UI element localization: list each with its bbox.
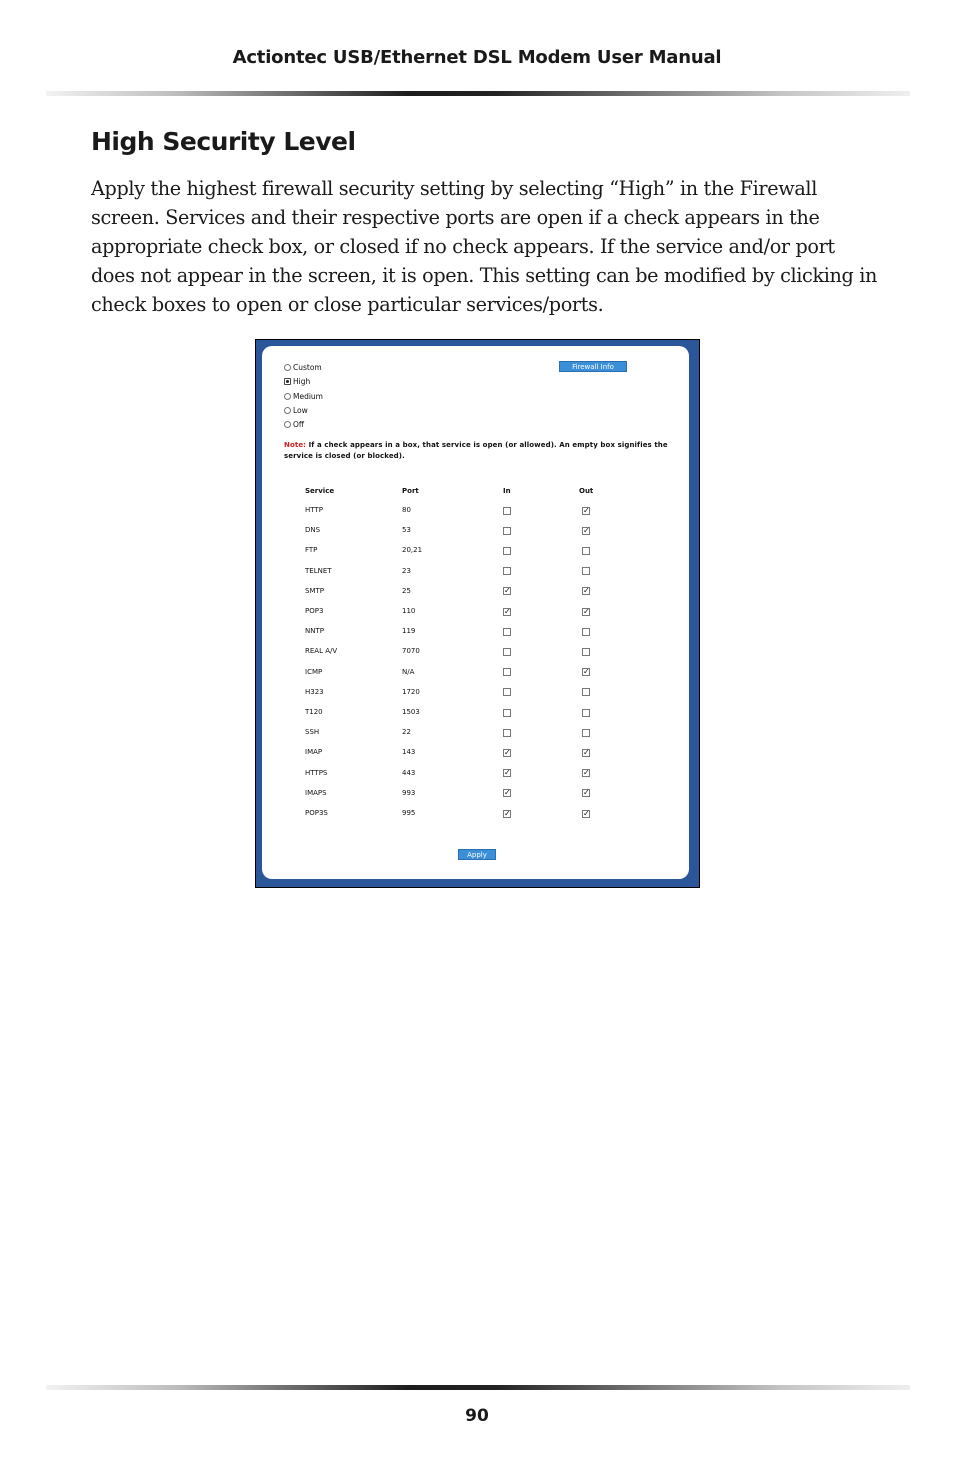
in-checkbox[interactable] — [503, 507, 511, 515]
security-level-option[interactable] — [284, 405, 308, 416]
service-name: HTTPS — [305, 768, 328, 777]
service-name: SSH — [305, 728, 320, 737]
service-port: 993 — [402, 788, 416, 797]
header-rule — [46, 91, 910, 96]
in-checkbox[interactable] — [503, 729, 511, 737]
in-checkbox[interactable]: ✓ — [504, 788, 511, 798]
out-checkbox[interactable]: ✓ — [583, 768, 590, 778]
apply-button[interactable]: Apply — [458, 849, 496, 860]
service-port: 110 — [402, 607, 416, 615]
note — [284, 440, 684, 462]
manual-title: Actiontec USB/Ethernet DSL Modem User Manual — [232, 47, 722, 68]
service-name: POP3S — [305, 809, 328, 817]
radio-button[interactable] — [284, 393, 291, 400]
section-body: Apply the highest firewall security setting by selecting “High” in the Firewall screen. Services and their respective ports are open if a check appears in the appropriate check box, or closed if no check appears. If the service and/or port does not appear in the screen, it is open. This setting can be modified by clicking in check boxes to open or close particular services/ports. — [91, 177, 877, 316]
in-checkbox[interactable]: ✓ — [504, 606, 511, 616]
service-name: H323 — [305, 687, 324, 696]
in-checkbox[interactable]: ✓ — [504, 768, 511, 778]
column-header-in: In — [503, 487, 511, 495]
out-checkbox[interactable] — [582, 547, 590, 555]
firewall-panel — [262, 346, 689, 879]
column-header-out: Out — [579, 487, 594, 495]
out-checkbox[interactable]: ✓ — [583, 525, 590, 535]
out-checkbox[interactable]: ✓ — [583, 788, 590, 798]
note-label: Note: — [284, 441, 307, 449]
service-port: 443 — [402, 768, 416, 777]
in-checkbox[interactable] — [503, 688, 511, 696]
security-level-label: Low — [293, 405, 308, 415]
column-header-service: Service — [305, 487, 335, 495]
note-text: If a check appears in a box, that service is open (or allowed). An empty box signifies the service is closed (or blocked). — [284, 441, 668, 460]
footer-rule — [46, 1385, 910, 1390]
in-checkbox[interactable] — [503, 709, 511, 717]
service-name: DNS — [305, 526, 321, 535]
service-name: T120 — [305, 708, 323, 716]
security-level-label: Custom — [293, 363, 322, 372]
service-name: IMAPS — [305, 788, 327, 797]
service-port: 53 — [402, 526, 411, 535]
out-checkbox[interactable] — [582, 729, 590, 737]
service-port: 1720 — [402, 687, 420, 696]
service-name: ICMP — [305, 667, 323, 676]
in-checkbox[interactable] — [503, 567, 511, 575]
service-name: SMTP — [305, 586, 324, 595]
in-checkbox[interactable]: ✓ — [504, 586, 511, 596]
out-checkbox[interactable] — [582, 709, 590, 717]
security-level-option[interactable] — [284, 419, 304, 430]
service-port: 20,21 — [402, 546, 423, 555]
service-name: TELNET — [305, 566, 332, 575]
out-checkbox[interactable] — [582, 567, 590, 575]
column-header-port: Port — [402, 487, 419, 495]
radio-button[interactable] — [284, 378, 291, 385]
in-checkbox[interactable] — [503, 628, 511, 636]
radio-button[interactable] — [284, 421, 291, 428]
security-level-option[interactable] — [284, 362, 322, 373]
service-port: 119 — [402, 627, 416, 636]
service-name: NNTP — [305, 627, 324, 636]
in-checkbox[interactable] — [503, 648, 511, 656]
in-checkbox[interactable] — [503, 547, 511, 555]
service-port: 22 — [402, 728, 411, 737]
page-number: 90 — [465, 1406, 489, 1426]
in-checkbox[interactable]: ✓ — [504, 808, 511, 818]
service-port: 23 — [402, 566, 411, 575]
service-name: FTP — [305, 546, 318, 555]
security-level-label: High — [293, 377, 311, 387]
security-level-label: Medium — [293, 391, 323, 401]
service-port: 143 — [402, 748, 416, 757]
service-port: 1503 — [402, 708, 420, 716]
out-checkbox[interactable]: ✓ — [583, 747, 590, 757]
firewall-screenshot — [255, 339, 700, 888]
radio-button[interactable] — [284, 364, 291, 371]
in-checkbox[interactable] — [503, 668, 511, 676]
out-checkbox[interactable]: ✓ — [583, 586, 590, 596]
out-checkbox[interactable]: ✓ — [583, 606, 590, 616]
out-checkbox[interactable] — [582, 688, 590, 696]
service-name: POP3 — [305, 607, 324, 615]
in-checkbox[interactable]: ✓ — [504, 747, 511, 757]
security-level-label: Off — [293, 420, 305, 430]
service-name: HTTP — [305, 506, 323, 514]
out-checkbox[interactable] — [582, 628, 590, 636]
radio-button[interactable] — [284, 407, 291, 414]
in-checkbox[interactable] — [503, 527, 511, 535]
out-checkbox[interactable]: ✓ — [583, 808, 590, 818]
firewall-info-button[interactable]: Firewall Info — [559, 361, 627, 372]
service-port: 25 — [402, 586, 411, 595]
service-name: IMAP — [305, 748, 323, 757]
service-port: N/A — [402, 667, 415, 676]
service-name: REAL A/V — [305, 647, 338, 656]
security-level-option[interactable] — [284, 376, 310, 387]
service-port: 995 — [402, 809, 416, 817]
out-checkbox[interactable]: ✓ — [583, 667, 590, 677]
out-checkbox[interactable]: ✓ — [583, 505, 590, 515]
out-checkbox[interactable] — [582, 648, 590, 656]
service-port: 80 — [402, 506, 411, 514]
security-level-option[interactable] — [284, 391, 323, 402]
section-heading: High Security Level — [91, 127, 356, 156]
service-port: 7070 — [402, 647, 420, 656]
